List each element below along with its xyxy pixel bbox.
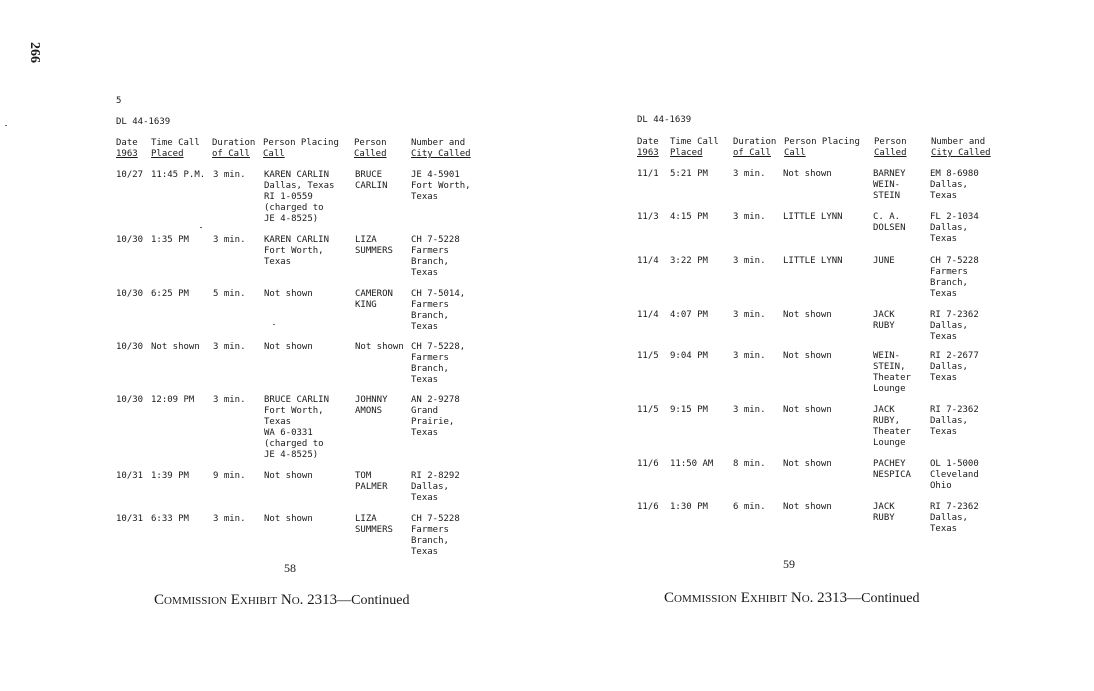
placer-cell: Not shown [264, 514, 313, 524]
right-header-duration [733, 137, 776, 159]
date-cell: 11/3 [637, 212, 659, 222]
called-cell: JACK RUBY, Theater Lounge [873, 405, 911, 448]
header-line: Person [874, 137, 907, 147]
number-cell: CH 7-5228 Farmers Branch, Texas [411, 514, 460, 557]
placer-cell: Not shown [783, 351, 832, 361]
date-cell: 11/5 [637, 351, 659, 361]
number-cell: RI 2-8292 Dallas, Texas [411, 471, 460, 503]
duration-cell: 9 min. [213, 471, 246, 481]
time-cell: 4:07 PM [670, 310, 708, 320]
duration-cell: 3 min. [733, 169, 766, 179]
time-cell: 6:25 PM [151, 289, 189, 299]
left-doc-id: DL 44-1639 [116, 117, 171, 127]
header-line: 1963 [637, 148, 659, 158]
date-cell: 10/30 [116, 235, 144, 245]
caption-tail: —Continued [337, 593, 410, 608]
scan-speck [200, 227, 202, 228]
number-cell: CH 7-5014, Farmers Branch, Texas [411, 289, 466, 332]
header-line: Placed [151, 149, 184, 159]
left-page-marker: 5 [116, 96, 122, 106]
called-cell: C. A. DOLSEN [873, 212, 906, 233]
number-cell: RI 7-2362 Dallas, Texas [930, 310, 979, 342]
called-cell: Not shown [355, 342, 404, 352]
header-line: Call [784, 148, 806, 158]
left-header-called [354, 138, 387, 160]
header-line: Date [637, 137, 659, 147]
time-cell: Not shown [151, 342, 200, 352]
header-line: Date [116, 138, 138, 148]
right-header-date [637, 137, 659, 159]
right-caption [664, 590, 920, 607]
header-line: Placed [670, 148, 703, 158]
scan-speck [273, 324, 275, 325]
header-line: Duration [212, 138, 256, 148]
number-cell: RI 2-2677 Dallas, Texas [930, 351, 979, 383]
time-cell: 4:15 PM [670, 212, 708, 222]
time-cell: 9:15 PM [670, 405, 708, 415]
duration-cell: 3 min. [213, 170, 246, 180]
called-cell: BRUCE CARLIN [355, 170, 388, 191]
caption-tail: —Continued [847, 591, 920, 606]
duration-cell: 3 min. [733, 212, 766, 222]
left-caption [154, 592, 410, 609]
date-cell: 11/1 [637, 169, 659, 179]
time-cell: 3:22 PM [670, 256, 708, 266]
left-header-placer [263, 138, 339, 160]
header-line: Time Call [151, 138, 200, 148]
header-line: of Call [212, 149, 250, 159]
called-cell: WEIN- STEIN, Theater Lounge [873, 351, 911, 394]
placer-cell: Not shown [783, 502, 832, 512]
date-cell: 10/27 [116, 170, 144, 180]
time-cell: 1:35 PM [151, 235, 189, 245]
duration-cell: 3 min. [733, 256, 766, 266]
number-cell: CH 7-5228, Farmers Branch, Texas [411, 342, 466, 385]
time-cell: 1:30 PM [670, 502, 708, 512]
date-cell: 11/6 [637, 459, 659, 469]
called-cell: LIZA SUMMERS [355, 514, 393, 535]
right-header-number [931, 137, 991, 159]
placer-cell: Not shown [783, 310, 832, 320]
time-cell: 11:50 AM [670, 459, 714, 469]
called-cell: JUNE [873, 256, 895, 266]
duration-cell: 3 min. [733, 405, 766, 415]
date-cell: 11/5 [637, 405, 659, 415]
called-cell: TOM PALMER [355, 471, 388, 492]
duration-cell: 3 min. [213, 342, 246, 352]
margin-page-number: 266 [27, 42, 42, 63]
caption-lead: Commission Exhibit No. 2313 [154, 592, 338, 608]
right-header-time [670, 137, 719, 159]
duration-cell: 6 min. [733, 502, 766, 512]
duration-cell: 5 min. [213, 289, 246, 299]
placer-cell: BRUCE CARLIN Fort Worth, Texas WA 6-0331 (charged to JE 4-8525) [264, 395, 330, 460]
right-doc-id: DL 44-1639 [637, 115, 692, 125]
header-line: 1963 [116, 149, 138, 159]
header-line: Duration [733, 137, 777, 147]
left-header-number [411, 138, 471, 160]
time-cell: 1:39 PM [151, 471, 189, 481]
header-line: Number and [411, 138, 466, 148]
duration-cell: 3 min. [213, 395, 246, 405]
right-folio: 59 [783, 557, 795, 571]
date-cell: 10/31 [116, 514, 144, 524]
called-cell: CAMERON KING [355, 289, 393, 310]
called-cell: JACK RUBY [873, 502, 895, 523]
right-header-placer [784, 137, 860, 159]
placer-cell: Not shown [264, 471, 313, 481]
header-line: Number and [931, 137, 986, 147]
duration-cell: 8 min. [733, 459, 766, 469]
called-cell: LIZA SUMMERS [355, 235, 393, 256]
scan-speck [5, 125, 7, 126]
placer-cell: Not shown [783, 169, 832, 179]
placer-cell: Not shown [264, 289, 313, 299]
number-cell: JE 4-5901 Fort Worth, Texas [411, 170, 471, 202]
header-line: City Called [931, 148, 991, 158]
placer-cell: KAREN CARLIN Fort Worth, Texas [264, 235, 330, 267]
header-line: Person Placing [784, 137, 860, 147]
duration-cell: 3 min. [733, 351, 766, 361]
caption-lead: Commission Exhibit No. 2313 [664, 590, 848, 606]
duration-cell: 3 min. [213, 235, 246, 245]
placer-cell: KAREN CARLIN Dallas, Texas RI 1-0559 (charged to JE 4-8525) [264, 170, 335, 224]
date-cell: 10/30 [116, 289, 144, 299]
header-line: of Call [733, 148, 771, 158]
date-cell: 10/30 [116, 395, 144, 405]
header-line: Time Call [670, 137, 719, 147]
left-header-date [116, 138, 138, 160]
header-line: City Called [411, 149, 471, 159]
number-cell: OL 1-5000 Cleveland Ohio [930, 459, 979, 491]
left-header-duration [212, 138, 255, 160]
number-cell: EM 8-6980 Dallas, Texas [930, 169, 979, 201]
header-line: Person Placing [263, 138, 339, 148]
time-cell: 5:21 PM [670, 169, 708, 179]
placer-cell: Not shown [783, 405, 832, 415]
date-cell: 11/4 [637, 310, 659, 320]
duration-cell: 3 min. [733, 310, 766, 320]
time-cell: 6:33 PM [151, 514, 189, 524]
placer-cell: LITTLE LYNN [783, 256, 843, 266]
header-line: Person [354, 138, 387, 148]
duration-cell: 3 min. [213, 514, 246, 524]
left-folio: 58 [284, 561, 296, 575]
date-cell: 10/31 [116, 471, 144, 481]
called-cell: JOHNNY AMONS [355, 395, 388, 416]
placer-cell: LITTLE LYNN [783, 212, 843, 222]
placer-cell: Not shown [783, 459, 832, 469]
called-cell: BARNEY WEIN- STEIN [873, 169, 906, 201]
number-cell: AN 2-9278 Grand Prairie, Texas [411, 395, 460, 438]
number-cell: CH 7-5228 Farmers Branch, Texas [930, 256, 979, 299]
date-cell: 11/4 [637, 256, 659, 266]
header-line: Call [263, 149, 285, 159]
placer-cell: Not shown [264, 342, 313, 352]
number-cell: CH 7-5228 Farmers Branch, Texas [411, 235, 460, 278]
number-cell: FL 2-1034 Dallas, Texas [930, 212, 979, 244]
time-cell: 9:04 PM [670, 351, 708, 361]
called-cell: PACHEY NESPICA [873, 459, 911, 480]
time-cell: 11:45 P.M. [151, 170, 206, 180]
header-line: Called [874, 148, 907, 158]
date-cell: 11/6 [637, 502, 659, 512]
number-cell: RI 7-2362 Dallas, Texas [930, 502, 979, 534]
called-cell: JACK RUBY [873, 310, 895, 331]
date-cell: 10/30 [116, 342, 144, 352]
header-line: Called [354, 149, 387, 159]
left-header-time [151, 138, 200, 160]
number-cell: RI 7-2362 Dallas, Texas [930, 405, 979, 437]
right-header-called [874, 137, 907, 159]
time-cell: 12:09 PM [151, 395, 195, 405]
